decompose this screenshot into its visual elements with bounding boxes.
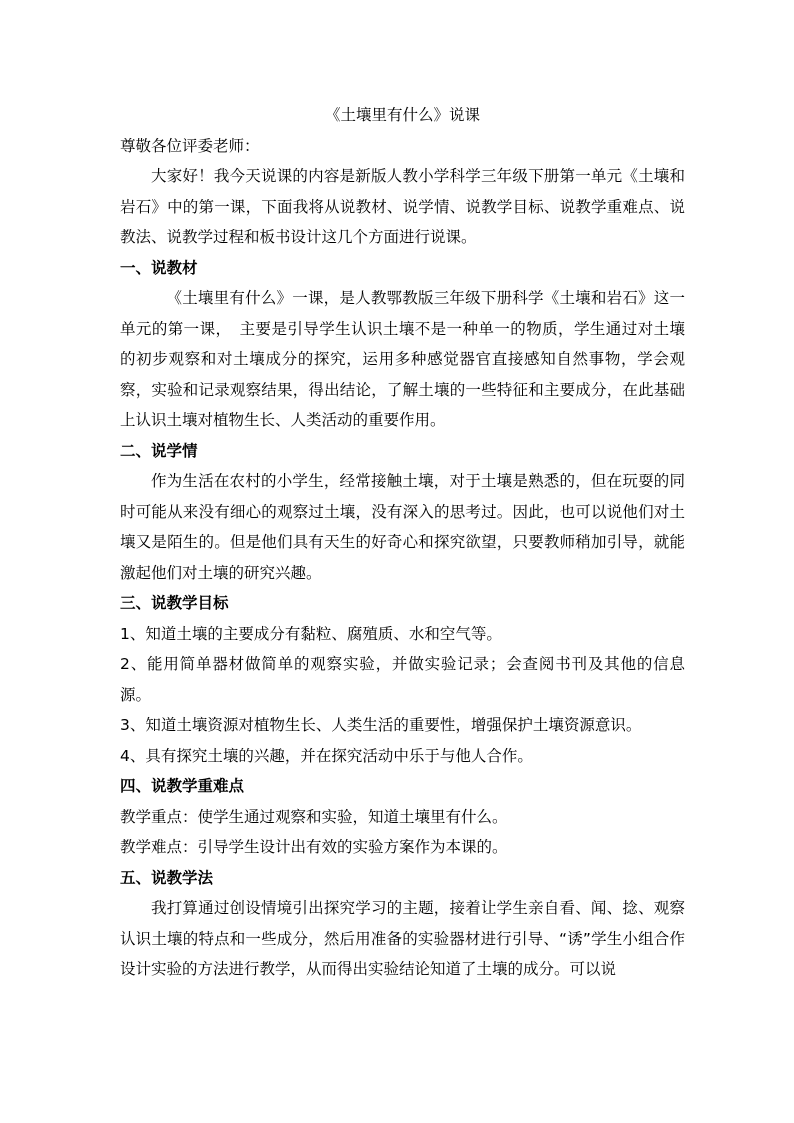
- objective-item: 1、知道土壤的主要成分有黏粒、腐殖质、水和空气等。: [120, 624, 502, 643]
- section-heading-key-points: 四、说教学重难点: [120, 777, 245, 795]
- document-page: [120, 100, 685, 985]
- objective-item: 3、知道土壤资源对植物生长、人类生活的重要性，增强保护土壤资源意识。: [120, 716, 642, 734]
- salutation: 尊敬各位评委老师：: [120, 136, 260, 155]
- section-paragraph-methods: 我打算通过创设情境引出探究学习的主题，接着让学生亲自看、闻、捻、观察认识土壤的特点和一些成分，然后用准备的实验器材进行引导、“诱”学生小组合作设计实验的方法进行教学，从而得出实验结论知道了土壤的成分。可以说: [120, 899, 685, 978]
- section-heading-methods: 五、说教学法: [120, 868, 214, 887]
- section-paragraph-students: 作为生活在农村的小学生，经常接触土壤，对于土壤是熟悉的，但在玩耍的同时可能从来没有细心的观察过土壤，没有深入的思考过。因此，也可以说他们对土壤又是陌生的。但是他们具有天生的好奇心和探究欲望，只要教师稍加引导，就能激起他们对土壤的研究兴趣。: [120, 472, 685, 582]
- document-title: 《土壤里有什么》说课: [324, 106, 480, 124]
- difficulty-item: 教学难点：引导学生设计出有效的实验方案作为本课的。: [120, 838, 508, 856]
- objective-item: 2、能用简单器材做简单的观察实验，并做实验记录；会查阅书刊及其他的信息源。: [120, 655, 685, 704]
- key-point-item: 教学重点：使学生通过观察和实验，知道土壤里有什么。: [120, 807, 508, 826]
- section-heading-students: 二、说学情: [120, 441, 198, 460]
- objective-item: 4、具有探究土壤的兴趣，并在探究活动中乐于与他人合作。: [120, 746, 533, 765]
- section-heading-textbook: 一、说教材: [120, 258, 198, 277]
- section-heading-objectives: 三、说教学目标: [120, 594, 229, 612]
- section-paragraph-textbook: 《土壤里有什么》一课，是人教鄂教版三年级下册科学《土壤和岩石》这一单元的第一课， 主要是引导学生认识土壤不是一种单一的物质，学生通过对土壤的初步观察和对土壤成分的探究，运用多种感觉器官直接感知自然事物，学会观察，实验和记录观察结果，得出结论，了解土壤的一些特征和主要成分，在此基础上认识土壤对植物生长、人类活动的重要作用。: [120, 289, 685, 429]
- intro-paragraph: 大家好！我今天说课的内容是新版人教小学科学三年级下册第一单元《土壤和岩石》中的第一课，下面我将从说教材、说学情、说教学目标、说教学重难点、说教法、说教学过程和板书设计这几个方面进行说课。: [120, 167, 685, 246]
